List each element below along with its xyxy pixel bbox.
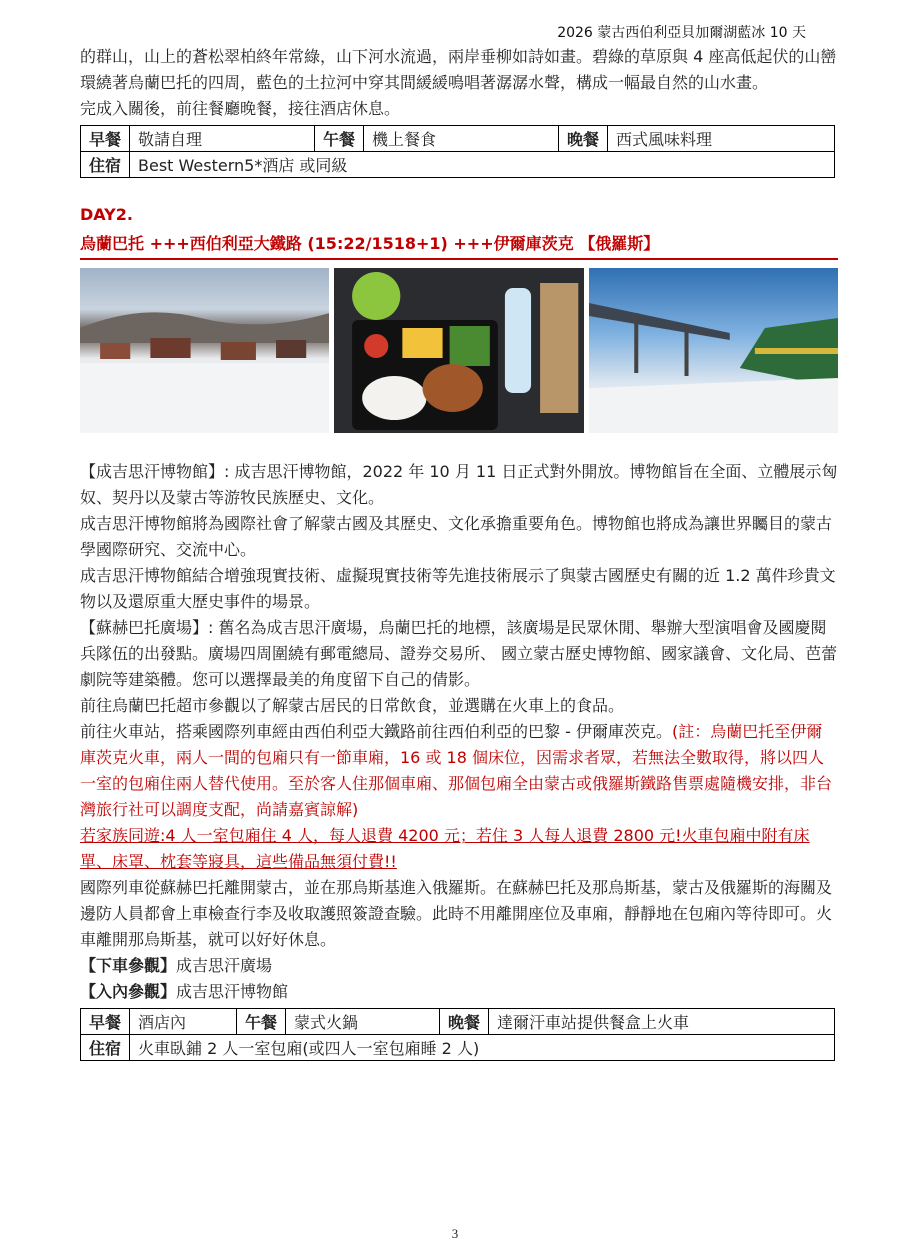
train-text: 前往火車站，搭乘國際列車經由西伯利亞大鐵路前往西伯利亞的巴黎 - 伊爾庫茨克。 [80, 722, 672, 741]
square-paragraph: 【蘇赫巴托廣場】: 舊名為成吉思汗廣場，烏蘭巴托的地標，該廣場是民眾休閒、舉辦大型演唱會及國慶閱兵隊伍的出發點。廣場四周圍繞有郵電總局、證券交易所、 國立蒙古歷史博物館、國家議會、文化局、芭蕾劇院等建築體。您可以選擇最美的角度留下自己的倩影。 [80, 618, 838, 689]
train-station-photo [589, 268, 838, 433]
train-meal-photo [334, 268, 583, 433]
meal-box-illustration [334, 268, 583, 433]
breakfast-label: 早餐 [81, 126, 130, 152]
visit-inside [80, 979, 838, 1005]
museum-paragraph: 【成吉思汗博物館】: 成吉思汗博物館，2022 年 10 月 11 日正式對外開放。博物館旨在全面、立體展示匈奴、契丹以及蒙古等游牧民族歷史、文化。 [80, 462, 838, 507]
family-refund-note: 若家族同遊:4 人一室包廂住 4 人，每人退費 4200 元；若住 3 人每人退費 2800 元!火車包廂中附有床單、床罩、枕套等寢具，這些備品無須付費!! [80, 826, 810, 871]
visit-inside-label: 【入內參觀】 [80, 982, 177, 1001]
intro-paragraph: 的群山，山上的蒼松翠柏終年常綠，山下河水流過，兩岸垂柳如詩如畫。碧綠的草原與 4 座高低起伏的山巒環繞著烏蘭巴托的四周，藍色的土拉河中穿其間緩緩鳴唱著潺潺水聲，構成一幅最自然的山水畫。 [80, 47, 837, 92]
lunch-value: 蒙式火鍋 [286, 1009, 440, 1035]
meals-table-day2 [80, 1008, 835, 1061]
photo-strip [80, 268, 838, 433]
breakfast-value: 酒店內 [130, 1009, 237, 1035]
visit-inside-value: 成吉思汗博物館 [176, 982, 289, 1001]
dinner-label: 晚餐 [559, 126, 608, 152]
day2-description [80, 459, 838, 1005]
page-number: 3 [451, 1226, 459, 1241]
visit-dropoff [80, 953, 838, 979]
border-paragraph: 國際列車從蘇赫巴托離開蒙古，並在那烏斯基進入俄羅斯。在蘇赫巴托及那烏斯基，蒙古及俄羅斯的海關及邊防人員都會上車檢查行李及收取護照簽證查驗。此時不用離開座位及車廂，靜靜地在包廂內等待即可。火車離開那烏斯基，就可以好好休息。 [80, 878, 833, 949]
dinner-value: 達爾汗車站提供餐盒上火車 [489, 1009, 835, 1035]
supermarket-paragraph: 前往烏蘭巴托超市參觀以了解蒙古居民的日常飲食，並選購在火車上的食品。 [80, 696, 625, 715]
dinner-value: 西式風味料理 [608, 126, 835, 152]
snowy-village-photo [80, 268, 329, 433]
breakfast-label: 早餐 [81, 1009, 130, 1035]
lunch-label: 午餐 [315, 126, 364, 152]
dinner-label: 晚餐 [440, 1009, 489, 1035]
meals-table-day1 [80, 125, 835, 178]
museum-role-paragraph: 成吉思汗博物館將為國際社會了解蒙古國及其歷史、文化承擔重要角色。博物館也將成為讓世界矚目的蒙古學國際研究、交流中心。 [80, 514, 833, 559]
document-header: 2026 蒙古西伯利亞貝加爾湖藍冰 10 天 [557, 25, 806, 41]
train-note: (註：烏蘭巴托至伊爾庫茨克火車，兩人一間的包廂只有一節車廂，16 或 18 個床位，因需求者眾，若無法全數取得，將以四人一室的包廂住兩人替代使用。至於客人住那個車廂、那個包廂全由蒙古或俄羅斯鐵路售票處隨機安排，非台灣旅行社可以調度支配，尚請嘉賓諒解) [80, 722, 833, 819]
stay-value: Best Western5*酒店 或同級 [130, 152, 835, 178]
day-title: DAY2. [80, 205, 133, 224]
breakfast-value: 敬請自理 [130, 126, 315, 152]
train-platform-illustration [589, 268, 838, 433]
day-route: 烏蘭巴托 +++西伯利亞大鐵路 (15:22/1518+1) +++伊爾庫茨克 【俄羅斯】 [80, 232, 838, 260]
museum-tech-paragraph: 成吉思汗博物館結合增強現實技術、虛擬現實技術等先進技術展示了與蒙古國歷史有關的近 1.2 萬件珍貴文物以及還原重大歷史事件的場景。 [80, 566, 836, 611]
intro-paragraph-2: 完成入關後，前往餐廳晚餐，接往酒店休息。 [80, 99, 401, 118]
visit-dropoff-label: 【下車參觀】 [80, 956, 177, 975]
visit-dropoff-value: 成吉思汗廣場 [176, 956, 273, 975]
stay-label: 住宿 [81, 152, 130, 178]
stay-label: 住宿 [81, 1035, 130, 1061]
train-paragraph [80, 719, 838, 823]
lunch-label: 午餐 [237, 1009, 286, 1035]
stay-value: 火車臥鋪 2 人一室包廂(或四人一室包廂睡 2 人) [130, 1035, 835, 1061]
lunch-value: 機上餐食 [364, 126, 559, 152]
snowy-village-illustration [80, 268, 329, 433]
page-content [80, 44, 838, 1061]
